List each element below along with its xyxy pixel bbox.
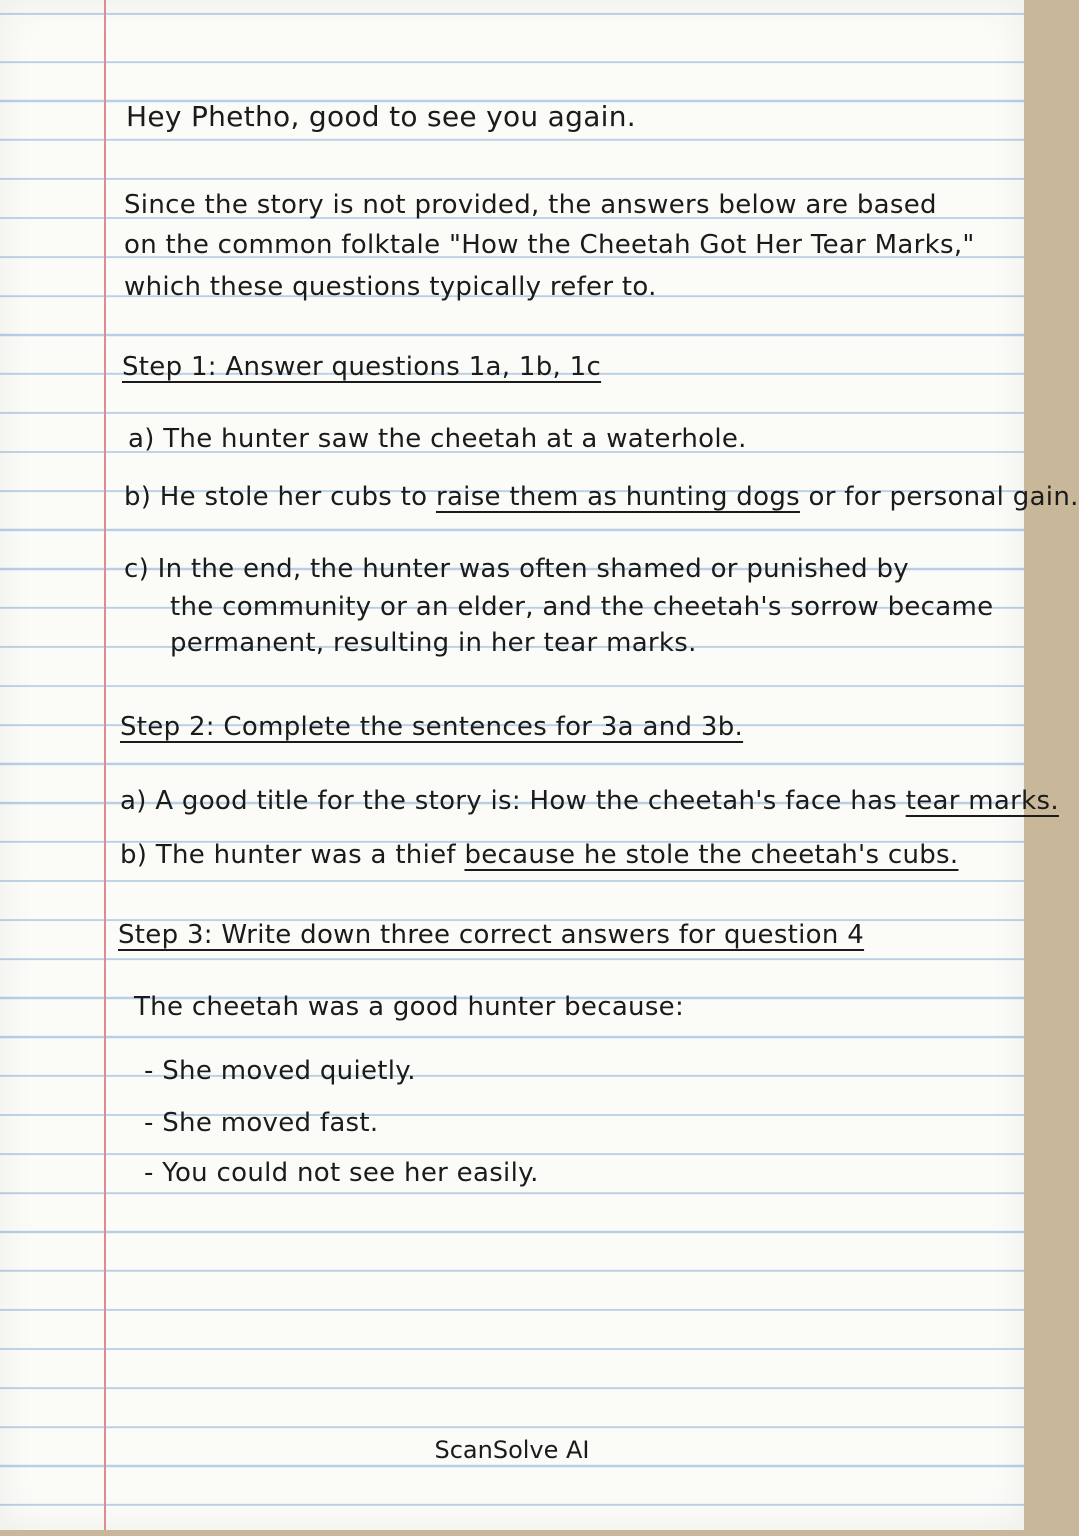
step3-item: - She moved quietly. [144,1056,416,1086]
step2-heading: Step 2: Complete the sentences for 3a and 3b. [120,712,744,742]
step1-answer-b [124,482,1079,512]
step3-item: - She moved fast. [144,1108,379,1138]
step2-answer-a [120,786,1059,816]
step2-answer-b-prefix: b) The hunter was a thief [120,840,465,870]
step1-answer-b-underlined: raise them as hunting dogs [435,482,800,512]
step2-answer-b [120,840,958,870]
step2-answer-b-underlined: because he stole the cheetah's cubs. [464,840,959,870]
margin-line [104,0,106,1530]
step2-answer-a-prefix: a) A good title for the story is: How the cheetah's face has [120,786,906,816]
step1-answer-c-line-3: permanent, resulting in her tear marks. [170,628,697,658]
step3-item: - You could not see her easily. [144,1158,539,1188]
step1-answer-c-line-2: the community or an elder, and the cheetah's sorrow became [170,592,994,622]
step1-answer-b-prefix: b) He stole her cubs to [124,482,436,512]
step1-answer-a: a) The hunter saw the cheetah at a waterhole. [128,424,747,454]
step3-lead-text: The cheetah was a good hunter because: [134,992,685,1022]
intro-line-2: on the common folktale "How the Cheetah Got Her Tear Marks," [124,230,975,260]
intro-line-1: Since the story is not provided, the answers below are based [124,190,937,220]
footer-signature: ScanSolve AI [434,1436,590,1464]
step1-answer-b-suffix: or for personal gain. [799,482,1079,512]
intro-line-3: which these questions typically refer to. [124,272,657,302]
greeting-text: Hey Phetho, good to see you again. [126,100,636,133]
step1-heading: Step 1: Answer questions 1a, 1b, 1c [122,352,602,382]
step1-answer-c-line-1: c) In the end, the hunter was often shamed or punished by [124,554,909,584]
step3-heading: Step 3: Write down three correct answers for question 4 [118,920,865,950]
step2-answer-a-underlined: tear marks. [905,786,1059,816]
